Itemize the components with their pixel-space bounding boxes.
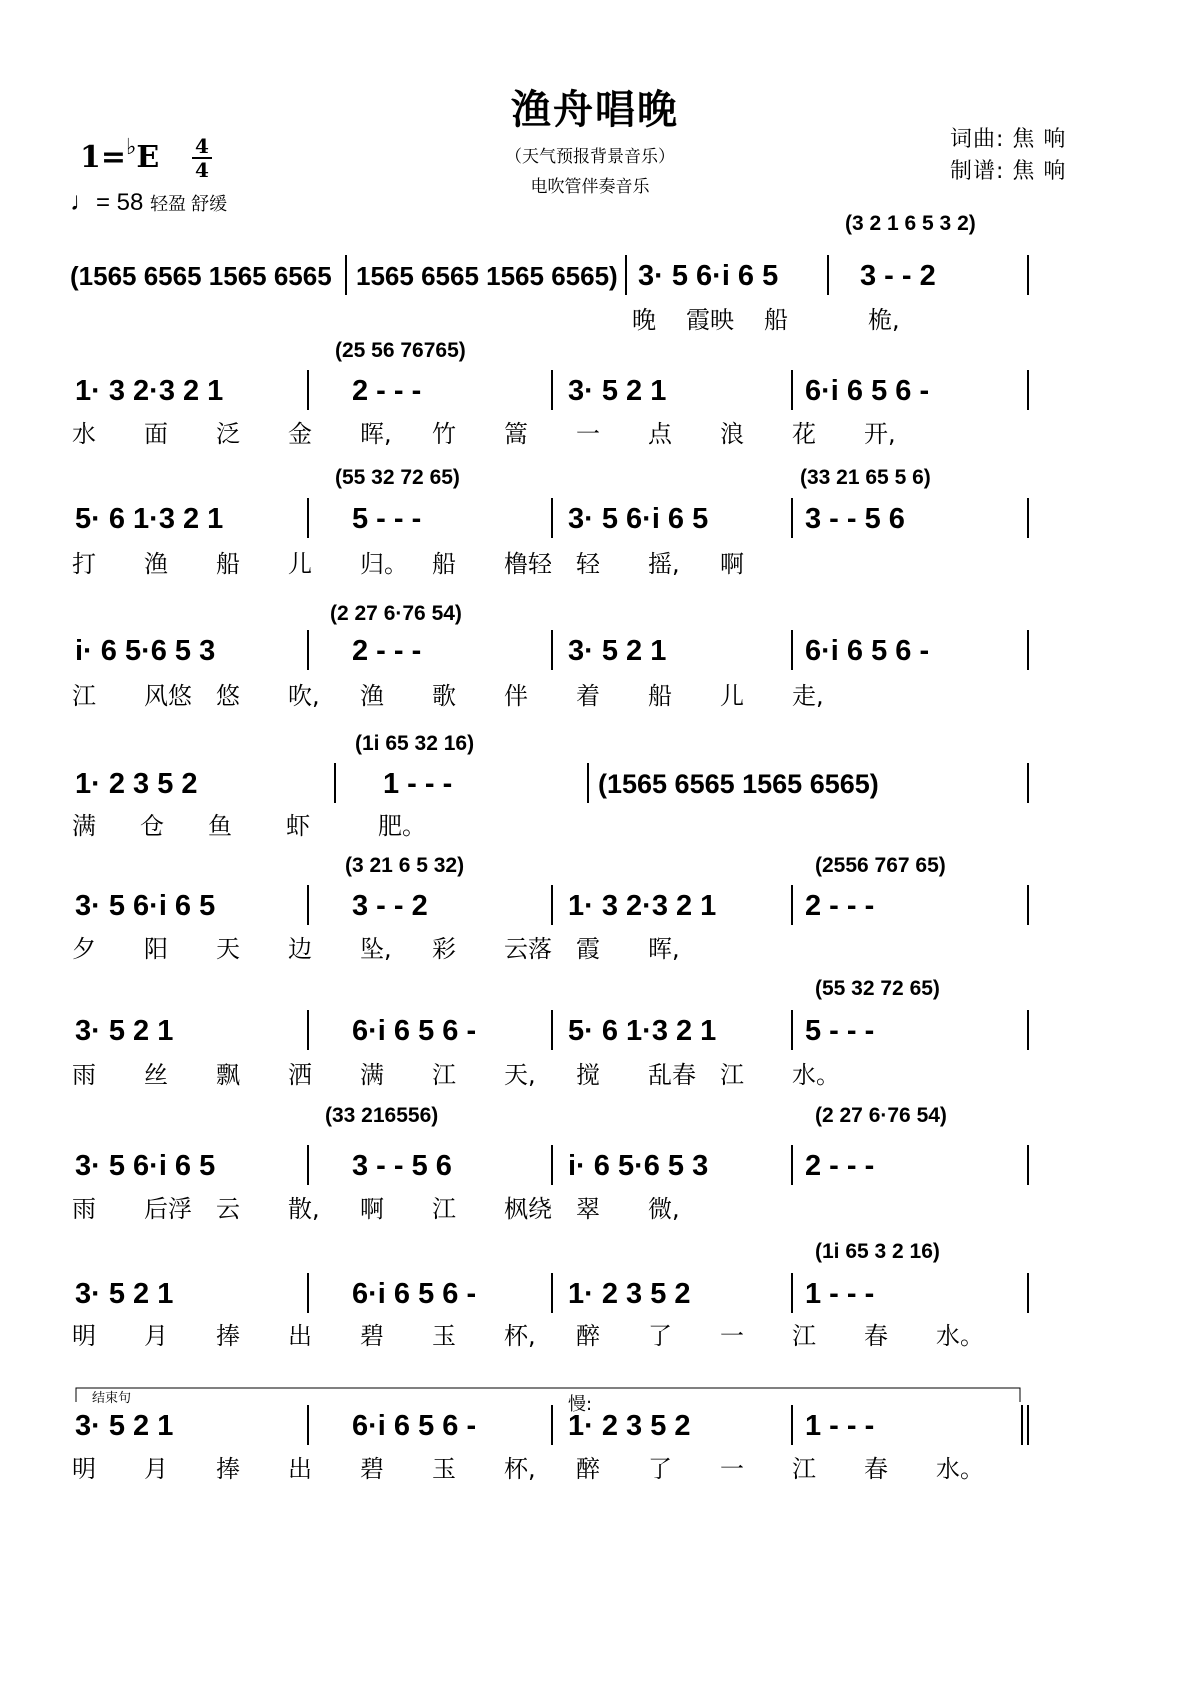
measure: 6·i 6 5 6 -	[352, 1015, 477, 1047]
lyric: 儿	[720, 682, 744, 710]
fill-phrase: (2 27 6·76 54)	[815, 1104, 947, 1127]
lyric: 走,	[792, 682, 824, 710]
lyric: 江	[792, 1455, 816, 1483]
lyric: 江	[432, 1061, 456, 1089]
lyric: 水	[72, 420, 96, 448]
lyric: 满	[72, 812, 96, 840]
lyric: 明	[72, 1455, 96, 1483]
subtitle-accompaniment: 电吹管伴奏音乐	[530, 177, 650, 197]
lyric: 春	[864, 1455, 888, 1483]
lyric: 江	[432, 1195, 456, 1223]
lyric: 水。	[936, 1322, 984, 1350]
measure: 6·i 6 5 6 -	[352, 1410, 477, 1442]
lyric: 散,	[288, 1195, 320, 1223]
measure: 1 - - -	[805, 1410, 875, 1442]
fill-phrase: (1i 65 32 16)	[355, 732, 475, 755]
measure: 3· 5 2 1	[75, 1015, 174, 1047]
measure: 1· 2 3 5 2	[568, 1410, 691, 1442]
lyric: 醉	[576, 1322, 600, 1350]
lyric: 点	[648, 420, 672, 448]
measure: 2 - - -	[352, 635, 422, 667]
lyric: 船	[216, 550, 240, 578]
measure: 5· 6 1·3 2 1	[75, 503, 224, 535]
song-title: 渔舟唱晚	[511, 87, 679, 133]
lyric: 开,	[864, 420, 896, 448]
time-signature: 4 4	[192, 136, 212, 180]
lyric: 歌	[432, 682, 456, 710]
lyric: 飘	[216, 1061, 240, 1089]
measure: 1· 3 2·3 2 1	[75, 375, 224, 407]
measure: 5 - - -	[805, 1015, 875, 1047]
lyric: 云落	[504, 935, 552, 963]
lyric: 篙	[504, 420, 528, 448]
fill-phrase: (25 56 76765)	[335, 339, 466, 362]
lyric: 江	[720, 1061, 744, 1089]
measure: 3 - - 5 6	[805, 503, 905, 535]
lyric: 浪	[720, 420, 744, 448]
lyric: 江	[792, 1322, 816, 1350]
slow-mark: 慢:	[568, 1394, 593, 1415]
lyric: 满	[360, 1061, 384, 1089]
lyric: 桅,	[868, 306, 900, 334]
lyric: 后浮	[144, 1195, 192, 1223]
lyric: 明	[72, 1322, 96, 1350]
lyric: 轻	[576, 550, 600, 578]
lyric: 着	[576, 682, 600, 710]
fill-phrase: (3 21 6 5 32)	[345, 854, 465, 877]
lyric: 霞	[576, 935, 600, 963]
measure: 3· 5 2 1	[75, 1410, 174, 1442]
measure: i· 6 5·6 5 3	[75, 635, 216, 667]
lyric: 橹轻	[504, 550, 552, 578]
lyric: 一	[720, 1322, 744, 1350]
lyric: 晖,	[648, 935, 680, 963]
lyric: 天	[216, 935, 240, 963]
lyric: 霞映	[686, 306, 734, 334]
notation-credit: 制谱: 焦 响	[950, 159, 1067, 184]
measure: 3· 5 6·i 6 5	[638, 260, 779, 292]
lyric: 渔	[360, 682, 384, 710]
lyric: 江	[72, 682, 96, 710]
lyric: 枫绕	[504, 1195, 552, 1223]
measure: 1· 2 3 5 2	[75, 768, 198, 800]
measure: 3 - - 2	[352, 890, 428, 922]
measure: i· 6 5·6 5 3	[568, 1150, 709, 1182]
lyric: 云	[216, 1195, 240, 1223]
measure: 1 - - -	[383, 768, 453, 800]
intro-part-1: (1565 6565 1565 6565	[70, 261, 332, 291]
lyric: 坠,	[360, 935, 392, 963]
lyric: 了	[648, 1322, 672, 1350]
key-signature: 1=♭E	[80, 134, 160, 175]
lyric: 仓	[140, 812, 164, 840]
lyric: 丝	[144, 1061, 168, 1089]
lyric: 船	[764, 306, 788, 334]
lyric: 彩	[432, 935, 456, 963]
lyric: 面	[144, 420, 168, 448]
measure: 3· 5 2 1	[568, 635, 667, 667]
lyric: 鱼	[208, 812, 232, 840]
lyric: 搅	[576, 1061, 600, 1089]
measure: 3· 5 2 1	[75, 1278, 174, 1310]
measure: 1· 3 2·3 2 1	[568, 890, 717, 922]
lyric: 渔	[144, 550, 168, 578]
lyric: 翠	[576, 1195, 600, 1223]
measure: 2 - - -	[805, 890, 875, 922]
lyric: 一	[720, 1455, 744, 1483]
lyric: 碧	[360, 1322, 384, 1350]
lyric: 悠	[216, 682, 240, 710]
lyric: 水。	[936, 1455, 984, 1483]
ending-bracket	[76, 1388, 1020, 1402]
measure: 6·i 6 5 6 -	[805, 375, 930, 407]
measure: 3· 5 6·i 6 5	[75, 890, 216, 922]
measure: 2 - - -	[352, 375, 422, 407]
subtitle: （天气预报背景音乐）	[505, 147, 675, 167]
lyric: 归。	[360, 550, 408, 578]
lyric: 船	[432, 550, 456, 578]
lyric: 捧	[216, 1455, 240, 1483]
lyric: 捧	[216, 1322, 240, 1350]
fill-phrase: (55 32 72 65)	[335, 466, 460, 489]
measure: 6·i 6 5 6 -	[805, 635, 930, 667]
measure: 5· 6 1·3 2 1	[568, 1015, 717, 1047]
lyric: 晖,	[360, 420, 392, 448]
lyric: 一	[576, 420, 600, 448]
lyric: 摇,	[648, 550, 680, 578]
lyric: 泛	[216, 420, 240, 448]
lyric: 花	[792, 420, 816, 448]
lyric: 虾	[286, 812, 310, 840]
lyric: 风悠	[144, 682, 192, 710]
measure: 6·i 6 5 6 -	[352, 1278, 477, 1310]
lyric: 竹	[432, 420, 456, 448]
fill-phrase: (33 21 65 5 6)	[800, 466, 931, 489]
lyric: 天,	[504, 1061, 536, 1089]
lyric: 啊	[360, 1195, 384, 1223]
lyric: 肥。	[378, 812, 426, 840]
measure: 1· 2 3 5 2	[568, 1278, 691, 1310]
measure: 2 - - -	[805, 1150, 875, 1182]
fill-phrase: (2556 767 65)	[815, 854, 946, 877]
lyric: 了	[648, 1455, 672, 1483]
measure: 3 - - 2	[860, 260, 936, 292]
lyric: 雨	[72, 1195, 96, 1223]
lyric: 打	[72, 550, 96, 578]
lyricist-composer-credit: 词曲: 焦 响	[950, 127, 1067, 152]
lyric: 杯,	[504, 1322, 536, 1350]
measure: 3· 5 6·i 6 5	[568, 503, 709, 535]
measure: 5 - - -	[352, 503, 422, 535]
measure: (1565 6565 1565 6565)	[598, 769, 879, 799]
fill-phrase: (2 27 6·76 54)	[330, 602, 462, 625]
lyric: 夕	[72, 935, 96, 963]
lyric: 边	[288, 935, 312, 963]
intro-part-2: 1565 6565 1565 6565)	[356, 261, 618, 291]
lyric: 玉	[432, 1322, 456, 1350]
fill-phrase: (1i 65 3 2 16)	[815, 1240, 940, 1263]
measure: 1 - - -	[805, 1278, 875, 1310]
tempo-marking: ♩= 58 轻盈 舒缓	[70, 186, 228, 216]
lyric: 雨	[72, 1061, 96, 1089]
measure: 3 - - 5 6	[352, 1150, 452, 1182]
fill-phrase: (3 2 1 6 5 3 2)	[845, 212, 976, 235]
lyric: 阳	[144, 935, 168, 963]
lyric: 微,	[648, 1195, 680, 1223]
measure: 3· 5 6·i 6 5	[75, 1150, 216, 1182]
lyric: 金	[288, 420, 312, 448]
fill-phrase: (33 216556)	[325, 1104, 439, 1127]
lyric: 出	[288, 1322, 312, 1350]
ending-label: 结束句	[92, 1391, 132, 1406]
lyric: 洒	[288, 1061, 312, 1089]
fill-phrase: (55 32 72 65)	[815, 977, 940, 1000]
lyric: 醉	[576, 1455, 600, 1483]
measure: 3· 5 2 1	[568, 375, 667, 407]
lyric: 伴	[504, 682, 528, 710]
lyric: 水。	[792, 1061, 840, 1089]
lyric: 晚	[632, 306, 656, 334]
lyric: 月	[144, 1455, 168, 1483]
lyric: 乱春	[648, 1061, 696, 1089]
lyric: 杯,	[504, 1455, 536, 1483]
lyric: 啊	[720, 550, 744, 578]
lyric: 春	[864, 1322, 888, 1350]
lyric: 碧	[360, 1455, 384, 1483]
lyric: 吹,	[288, 682, 320, 710]
lyric: 船	[648, 682, 672, 710]
lyric: 月	[144, 1322, 168, 1350]
lyric: 儿	[288, 550, 312, 578]
lyric: 出	[288, 1455, 312, 1483]
lyric: 玉	[432, 1455, 456, 1483]
